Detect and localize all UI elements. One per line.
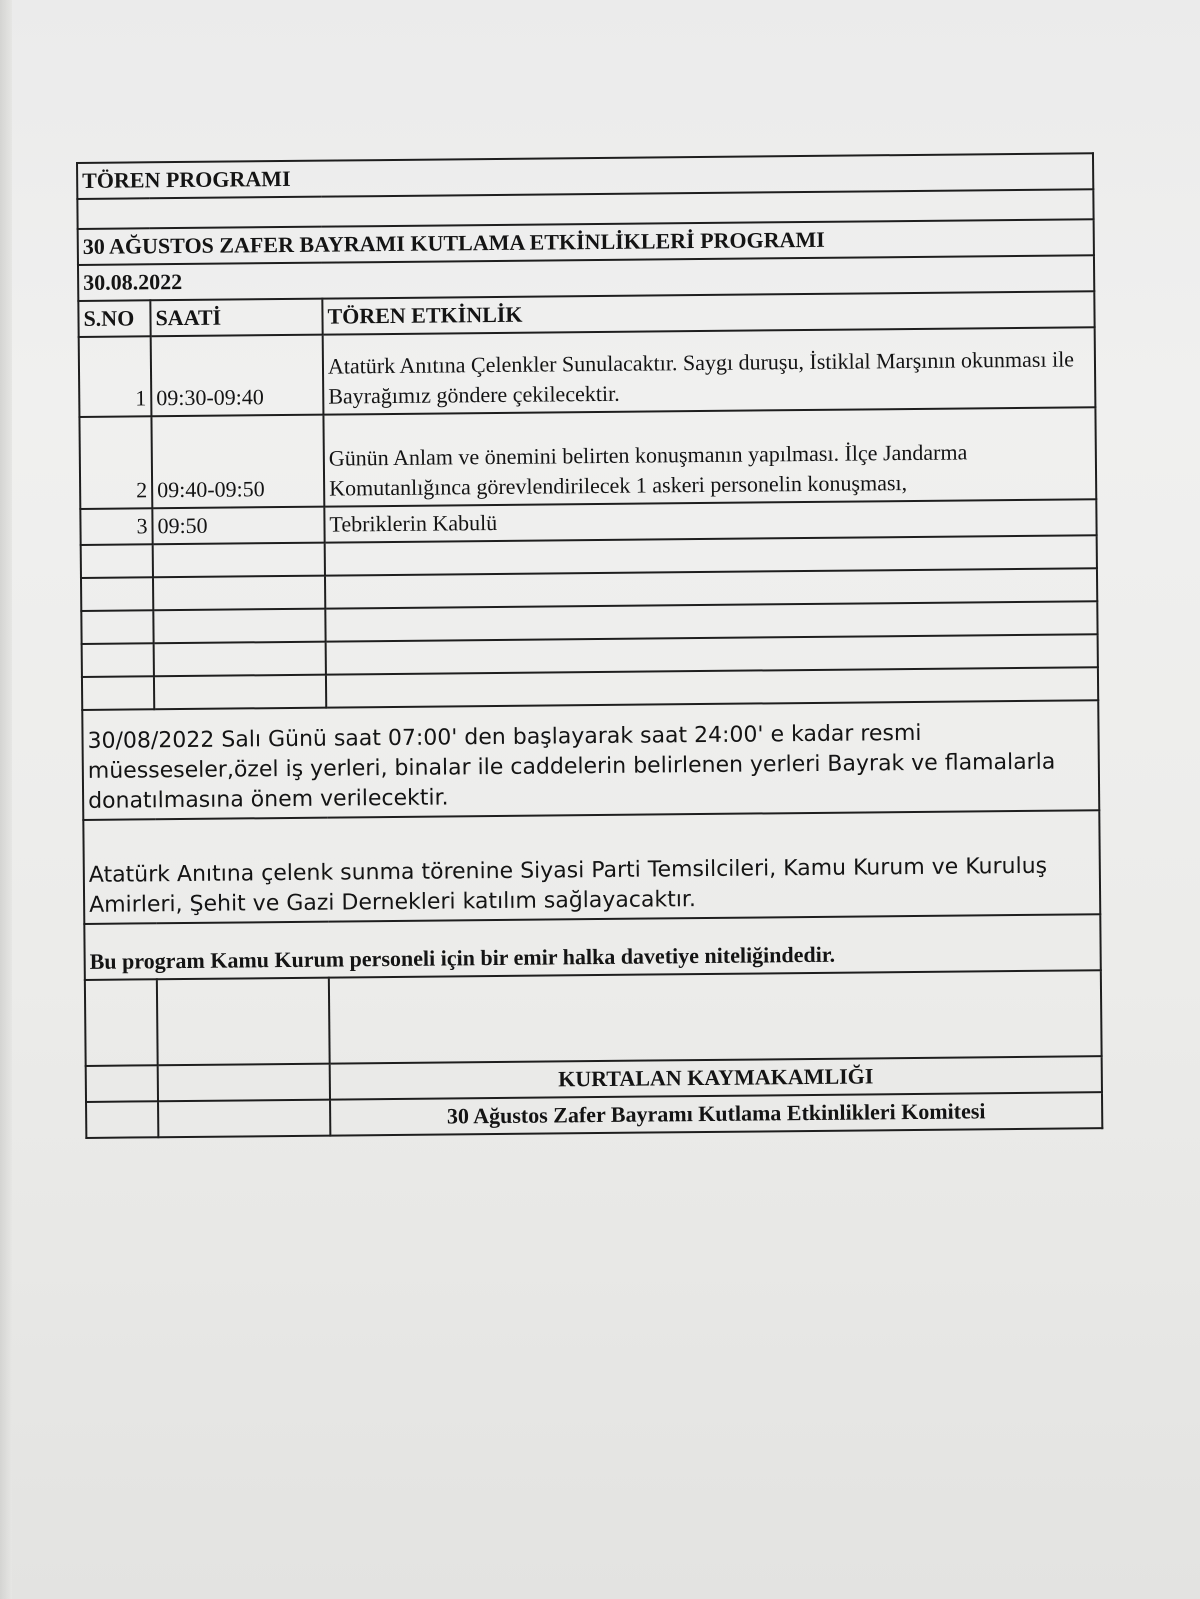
program-subtitle: 30 AĞUSTOS ZAFER BAYRAMI KUTLAMA ETKİNLİKLERİ PROGRAMI (78, 219, 1094, 265)
signature-authority: KURTALAN KAYMAKAMLIĞI (330, 1056, 1102, 1099)
blank-signature-row (85, 970, 1102, 1066)
table-row (79, 407, 1096, 509)
row-time: 09:50 (152, 507, 324, 545)
table-row (79, 327, 1096, 417)
signature-committee: 30 Ağustos Zafer Bayramı Kutlama Etkinlikleri Komitesi (330, 1092, 1102, 1135)
ceremony-program-document (76, 152, 1103, 1139)
program-date: 30.08.2022 (78, 255, 1094, 301)
row-time: 09:30-09:40 (151, 335, 324, 417)
attendance-note: Atatürk Anıtına çelenk sunma törenine Siyasi Parti Temsilcileri, Kamu Kurum ve Kuruluş Amirleri, Şehit ve Gazi Dernekleri katılım sağlayacaktır. (83, 810, 1100, 924)
paper-edge (0, 0, 12, 1599)
row-event: Tebriklerin Kabulü (324, 499, 1096, 542)
program-table (76, 152, 1103, 1139)
row-number: 3 (80, 508, 152, 545)
header-time: SAATİ (150, 299, 322, 337)
row-time: 09:40-09:50 (151, 415, 324, 509)
row-number: 1 (79, 336, 152, 417)
header-event: TÖREN ETKİNLİK (322, 291, 1094, 334)
header-no: S.NO (78, 300, 150, 337)
row-number: 2 (79, 416, 152, 509)
row-event: Atatürk Anıtına Çelenkler Sunulacaktır. Saygı duruşu, İstiklal Marşının okunması ile Bayrağımız göndere çekilecektir. (323, 327, 1096, 414)
row-event: Günün Anlam ve önemini belirten konuşmanın yapılması. İlçe Jandarma Komutanlığınca görevlendirilecek 1 askeri personelin konuşması, (323, 407, 1096, 506)
flags-note: 30/08/2022 Salı Günü saat 07:00' den başlayarak saat 24:00' e kadar resmi müesseseler,özel iş yerleri, binalar ile caddelerin belirlenen yerleri Bayrak ve flamalarla donatılmasına önem verilecektir. (82, 700, 1099, 820)
invitation-note: Bu program Kamu Kurum personeli için bir emir halka davetiye niteliğindedir. (84, 914, 1100, 980)
document-title: TÖREN PROGRAMI (77, 153, 1093, 199)
